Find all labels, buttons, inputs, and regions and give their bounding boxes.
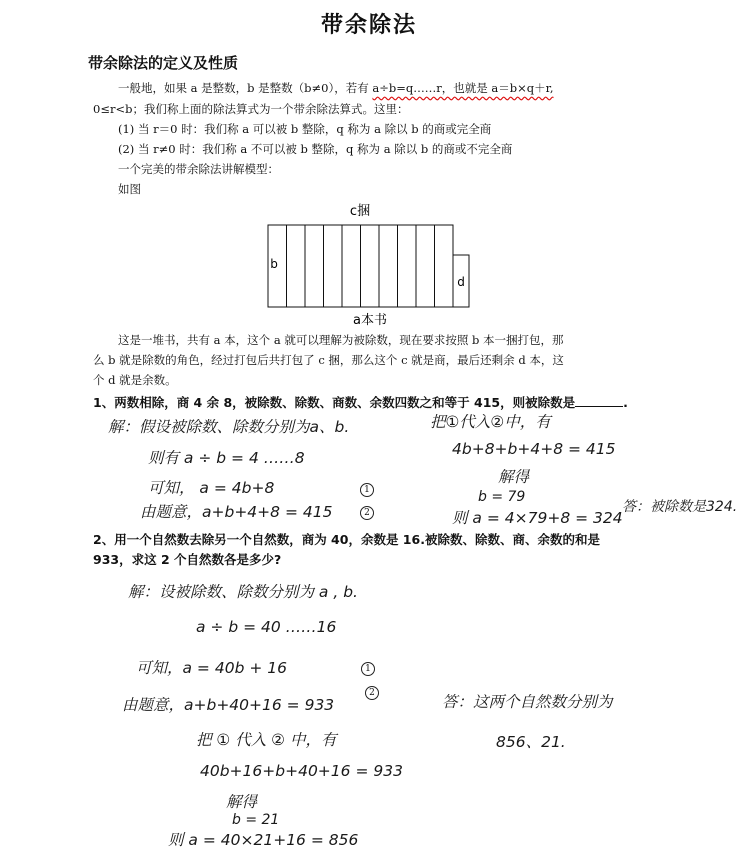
definition-line-1-text: 一般地，如果 a 是整数，b 是整数（b≠0），若有 [118,81,373,95]
q2-solution-line-6: 40b+16+b+40+16 = 933 [200,762,403,780]
q1-equation-line: 4b+8+b+4+8 = 415 [452,440,616,458]
q2-circle-2: 2 [365,680,379,700]
diagram-bottom-label: a本书 [353,313,387,328]
book-bundle [324,225,343,307]
diagram-right-letter: d [457,275,465,289]
q1-substitute-line: 把①代入②中，有 [430,413,551,431]
diagram-left-letter: b [270,257,278,271]
q2-answer-line-2: 856、21. [496,733,566,751]
q1-circle-1: 1 [360,477,374,497]
q1-solution-line-1: 解：假设被除数、除数分别为a、b. [108,418,350,436]
figure-caption: 如图 [118,182,141,196]
book-bundle-diagram [260,200,480,330]
q2-solution-line-3: 可知，a = 40b + 16 [136,659,287,677]
q2-a-value: 则 a = 40×21+16 = 856 [168,831,359,849]
question-1 [93,393,628,411]
q2-solve-label: 解得 [226,793,258,811]
q2-solution-line-1: 解：设被除数、除数分别为 a , b. [128,583,358,601]
model-intro: 一个完美的带余除法讲解模型： [118,162,279,176]
answer-blank [575,396,623,407]
book-bundle [287,225,306,307]
q1-solution-line-2: 则有 a ÷ b = 4 ……8 [148,449,305,467]
q2-circle-1: 1 [361,656,375,676]
q1-b-value: b = 79 [478,489,526,505]
book-bundle [342,225,361,307]
definition-line-1 [118,80,554,96]
book-bundle [379,225,398,307]
q1-circle-2: 2 [360,500,374,520]
book-bundle [398,225,417,307]
section-heading: 带余除法的定义及性质 [88,54,239,72]
explanation-line-2: 么 b 就是除数的角色，经过打包后共打包了 c 捆，那么这个 c 就是商，最后还剩余 d 本，这 [93,353,564,367]
question-1-end: . [623,395,628,410]
q1-solution-line-4: 由题意，a+b+4+8 = 415 [140,503,333,521]
q1-a-value: 则 a = 4×79+8 = 324 [452,509,623,527]
q1-solve-label: 解得 [498,468,530,486]
q1-answer: 答：被除数是324. [622,499,738,515]
q2-solution-line-4: 由题意，a+b+40+16 = 933 [122,696,335,714]
book-bundle [361,225,380,307]
definition-case-1: (1) 当 r＝0 时：我们称 a 可以被 b 整除，q 称为 a 除以 b 的商或完全商 [118,122,492,136]
page-title: 带余除法 [320,12,417,38]
explanation-line-1: 这是一堆书，共有 a 本，这个 a 就可以理解为被除数，现在要求按照 b 本一捆打包，那 [118,333,564,347]
bundle-group [268,225,453,307]
q2-solution-line-2: a ÷ b = 40 ……16 [196,618,337,636]
book-bundle [305,225,324,307]
definition-line-2: 0≤r<b；我们称上面的除法算式为一个带余除法算式。这里： [93,102,409,116]
explanation-line-3: 个 d 就是余数。 [93,373,177,387]
q2-b-value: b = 21 [232,812,280,828]
definition-case-2: (2) 当 r≠0 时：我们称 a 不可以被 b 整除，q 称为 a 除以 b 的商或不完全商 [118,142,513,156]
q2-answer-line-1: 答：这两个自然数分别为 [442,693,613,711]
diagram-top-label: c捆 [349,204,371,219]
question-1-text: 1、两数相除，商 4 余 8，被除数、除数、商数、余数四数之和等于 415，则被除数是 [93,395,576,410]
book-bundle [435,225,454,307]
book-bundle [416,225,435,307]
question-2-line-2: 933，求这 2 个自然数各是多少? [93,552,282,567]
q1-solution-line-3: 可知， a = 4b+8 [148,479,275,497]
definition-formula: a÷b=q……r，也就是 a＝b×q＋r, [372,81,554,95]
q2-solution-line-5: 把 ① 代入 ② 中，有 [196,731,337,749]
question-2-line-1: 2、用一个自然数去除另一个自然数，商为 40，余数是 16.被除数、除数、商、余数的和是 [93,532,600,547]
